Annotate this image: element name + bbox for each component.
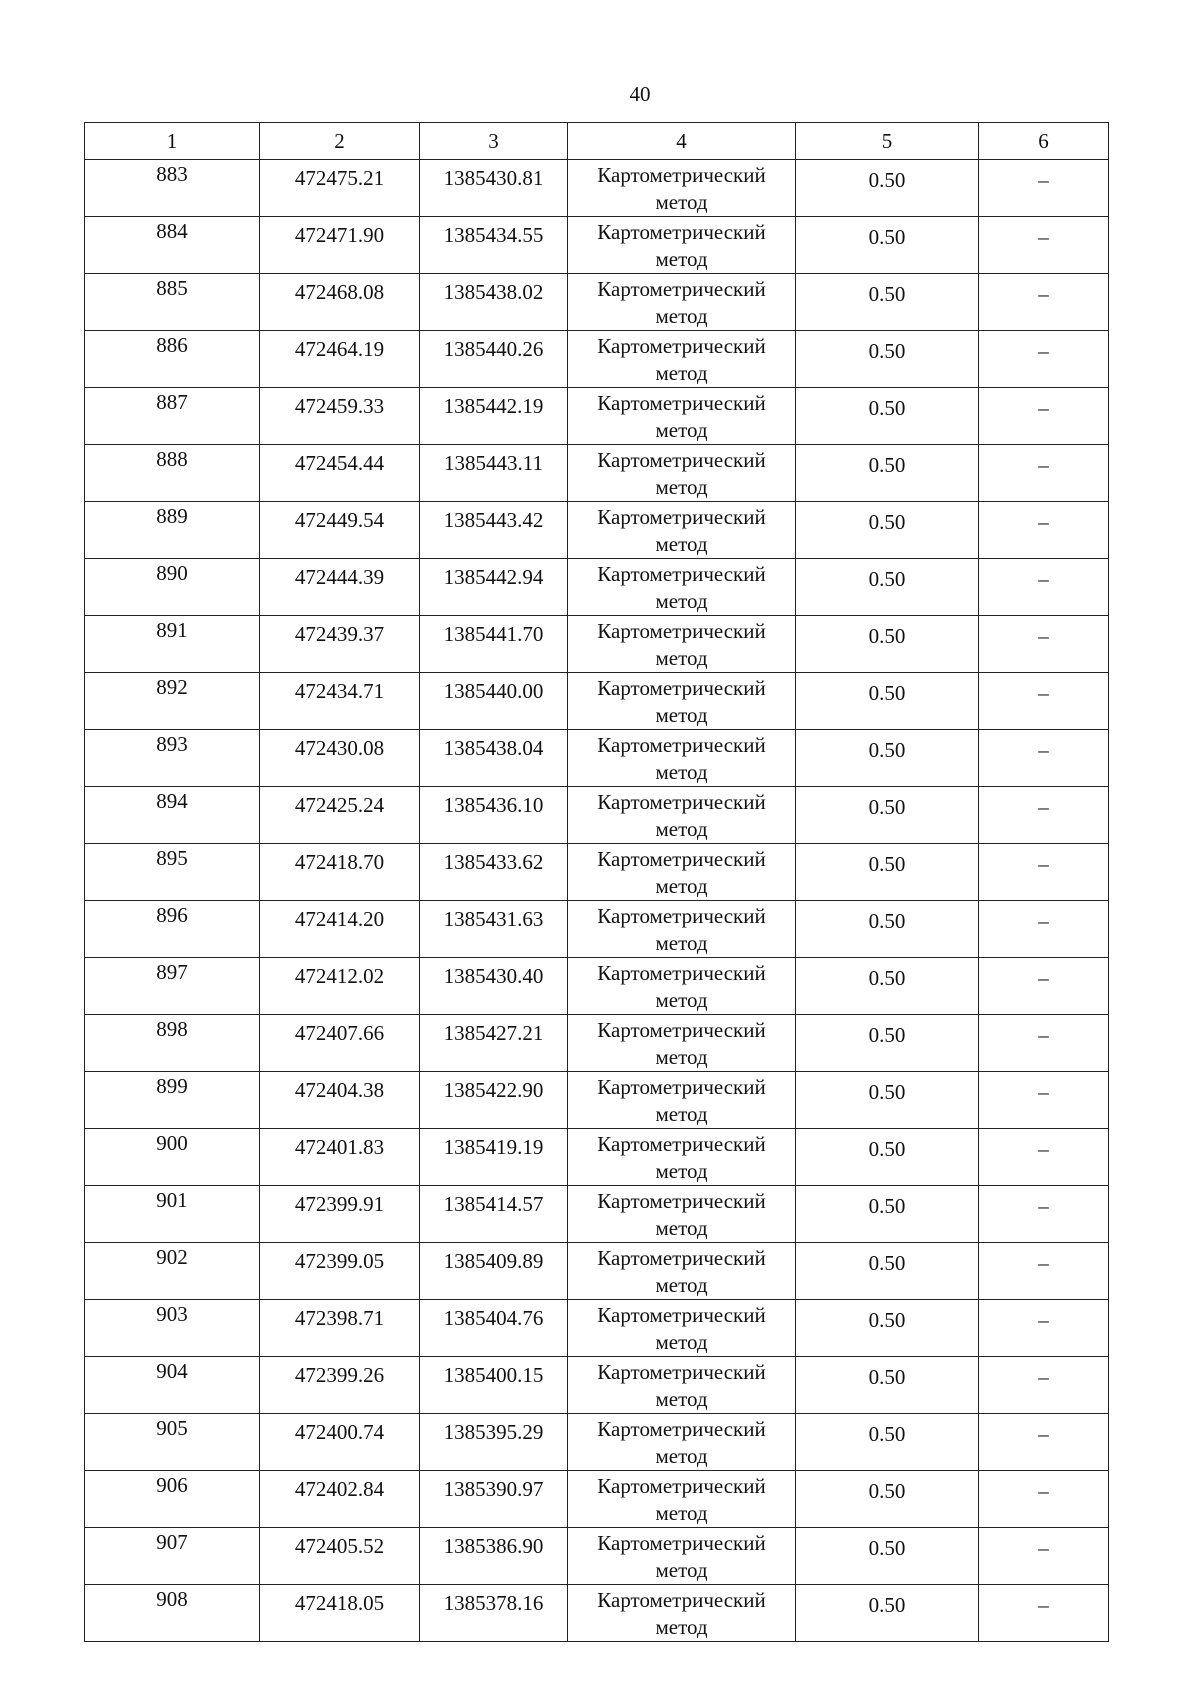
method-line-2: метод [655, 874, 708, 898]
x-coordinate-cell: 472449.54 [260, 502, 420, 559]
y-coordinate-cell: 1385438.04 [420, 730, 568, 787]
method-line-2: метод [655, 817, 708, 841]
method-line-2: метод [655, 1159, 708, 1183]
point-number-cell: 906 [85, 1471, 260, 1528]
method-cell [568, 730, 796, 787]
point-number-cell: 901 [85, 1186, 260, 1243]
point-number-cell: 905 [85, 1414, 260, 1471]
table-row [85, 217, 1109, 274]
accuracy-cell: 0.50 [796, 1357, 979, 1414]
accuracy-cell: 0.50 [796, 502, 979, 559]
x-coordinate-cell: 472430.08 [260, 730, 420, 787]
point-number-cell: 891 [85, 616, 260, 673]
method-line-1: Картометрический [597, 1474, 766, 1498]
method-cell [568, 1414, 796, 1471]
x-coordinate-cell: 472404.38 [260, 1072, 420, 1129]
accuracy-cell: 0.50 [796, 901, 979, 958]
coordinates-table-container [84, 122, 1109, 1642]
method-line-2: метод [655, 1045, 708, 1069]
note-cell: – [979, 844, 1109, 901]
method-line-1: Картометрический [597, 1075, 766, 1099]
note-cell: – [979, 1186, 1109, 1243]
method-line-2: метод [655, 589, 708, 613]
accuracy-cell: 0.50 [796, 1414, 979, 1471]
y-coordinate-cell: 1385442.94 [420, 559, 568, 616]
accuracy-cell: 0.50 [796, 217, 979, 274]
method-cell [568, 388, 796, 445]
note-cell: – [979, 616, 1109, 673]
page-number: 40 [629, 82, 651, 106]
note-cell: – [979, 445, 1109, 502]
method-cell [568, 901, 796, 958]
note-cell: – [979, 217, 1109, 274]
method-line-1: Картометрический [597, 1588, 766, 1612]
note-cell: – [979, 787, 1109, 844]
point-number-cell: 895 [85, 844, 260, 901]
method-line-2: метод [655, 361, 708, 385]
method-line-1: Картометрический [597, 676, 766, 700]
table-row [85, 1414, 1109, 1471]
method-line-1: Картометрический [597, 448, 766, 472]
method-line-1: Картометрический [597, 391, 766, 415]
y-coordinate-cell: 1385442.19 [420, 388, 568, 445]
y-coordinate-cell: 1385443.11 [420, 445, 568, 502]
note-cell: – [979, 559, 1109, 616]
accuracy-cell: 0.50 [796, 274, 979, 331]
x-coordinate-cell: 472405.52 [260, 1528, 420, 1585]
y-coordinate-cell: 1385430.40 [420, 958, 568, 1015]
point-number-cell: 894 [85, 787, 260, 844]
table-row [85, 616, 1109, 673]
method-line-2: метод [655, 475, 708, 499]
x-coordinate-cell: 472468.08 [260, 274, 420, 331]
method-cell [568, 1300, 796, 1357]
accuracy-cell: 0.50 [796, 1015, 979, 1072]
x-coordinate-cell: 472425.24 [260, 787, 420, 844]
accuracy-cell: 0.50 [796, 1186, 979, 1243]
accuracy-cell: 0.50 [796, 958, 979, 1015]
y-coordinate-cell: 1385434.55 [420, 217, 568, 274]
point-number-cell: 900 [85, 1129, 260, 1186]
coordinates-table [84, 122, 1109, 1642]
method-cell [568, 502, 796, 559]
note-cell: – [979, 331, 1109, 388]
method-line-2: метод [655, 703, 708, 727]
method-line-1: Картометрический [597, 163, 766, 187]
point-number-cell: 887 [85, 388, 260, 445]
y-coordinate-cell: 1385440.26 [420, 331, 568, 388]
y-coordinate-cell: 1385431.63 [420, 901, 568, 958]
method-line-2: метод [655, 1387, 708, 1411]
method-cell [568, 787, 796, 844]
y-coordinate-cell: 1385441.70 [420, 616, 568, 673]
accuracy-cell: 0.50 [796, 1243, 979, 1300]
x-coordinate-cell: 472439.37 [260, 616, 420, 673]
header-col-2: 2 [260, 123, 420, 160]
method-cell [568, 1471, 796, 1528]
y-coordinate-cell: 1385409.89 [420, 1243, 568, 1300]
method-line-2: метод [655, 760, 708, 784]
y-coordinate-cell: 1385433.62 [420, 844, 568, 901]
note-cell: – [979, 673, 1109, 730]
y-coordinate-cell: 1385378.16 [420, 1585, 568, 1642]
method-line-2: метод [655, 247, 708, 271]
method-line-2: метод [655, 190, 708, 214]
table-row [85, 1186, 1109, 1243]
x-coordinate-cell: 472475.21 [260, 160, 420, 217]
y-coordinate-cell: 1385414.57 [420, 1186, 568, 1243]
method-line-1: Картометрический [597, 904, 766, 928]
note-cell: – [979, 1015, 1109, 1072]
method-cell [568, 844, 796, 901]
x-coordinate-cell: 472399.91 [260, 1186, 420, 1243]
accuracy-cell: 0.50 [796, 616, 979, 673]
method-cell [568, 160, 796, 217]
method-line-1: Картометрический [597, 1303, 766, 1327]
y-coordinate-cell: 1385386.90 [420, 1528, 568, 1585]
point-number-cell: 902 [85, 1243, 260, 1300]
method-line-2: метод [655, 1444, 708, 1468]
accuracy-cell: 0.50 [796, 1585, 979, 1642]
table-row [85, 1528, 1109, 1585]
x-coordinate-cell: 472459.33 [260, 388, 420, 445]
table-row [85, 160, 1109, 217]
accuracy-cell: 0.50 [796, 388, 979, 445]
table-row [85, 559, 1109, 616]
x-coordinate-cell: 472398.71 [260, 1300, 420, 1357]
method-line-1: Картометрический [597, 562, 766, 586]
table-row [85, 958, 1109, 1015]
x-coordinate-cell: 472399.05 [260, 1243, 420, 1300]
method-line-2: метод [655, 646, 708, 670]
x-coordinate-cell: 472444.39 [260, 559, 420, 616]
note-cell: – [979, 1072, 1109, 1129]
note-cell: – [979, 901, 1109, 958]
method-line-1: Картометрический [597, 961, 766, 985]
method-cell [568, 331, 796, 388]
table-row [85, 1357, 1109, 1414]
table-row [85, 901, 1109, 958]
table-row [85, 1015, 1109, 1072]
point-number-cell: 896 [85, 901, 260, 958]
method-cell [568, 1528, 796, 1585]
method-line-2: метод [655, 418, 708, 442]
x-coordinate-cell: 472434.71 [260, 673, 420, 730]
point-number-cell: 884 [85, 217, 260, 274]
point-number-cell: 897 [85, 958, 260, 1015]
method-cell [568, 1186, 796, 1243]
method-cell [568, 559, 796, 616]
note-cell: – [979, 160, 1109, 217]
point-number-cell: 899 [85, 1072, 260, 1129]
method-line-2: метод [655, 931, 708, 955]
accuracy-cell: 0.50 [796, 787, 979, 844]
method-line-1: Картометрический [597, 1417, 766, 1441]
x-coordinate-cell: 472418.05 [260, 1585, 420, 1642]
method-line-1: Картометрический [597, 847, 766, 871]
point-number-cell: 892 [85, 673, 260, 730]
point-number-cell: 886 [85, 331, 260, 388]
accuracy-cell: 0.50 [796, 1072, 979, 1129]
table-row [85, 331, 1109, 388]
point-number-cell: 898 [85, 1015, 260, 1072]
method-line-1: Картометрический [597, 220, 766, 244]
y-coordinate-cell: 1385436.10 [420, 787, 568, 844]
header-col-4: 4 [568, 123, 796, 160]
note-cell: – [979, 1414, 1109, 1471]
x-coordinate-cell: 472454.44 [260, 445, 420, 502]
header-row [85, 123, 1109, 160]
note-cell: – [979, 388, 1109, 445]
method-cell [568, 1129, 796, 1186]
table-row [85, 1471, 1109, 1528]
y-coordinate-cell: 1385422.90 [420, 1072, 568, 1129]
table-row [85, 388, 1109, 445]
point-number-cell: 889 [85, 502, 260, 559]
x-coordinate-cell: 472418.70 [260, 844, 420, 901]
table-row [85, 274, 1109, 331]
method-cell [568, 958, 796, 1015]
method-line-2: метод [655, 1615, 708, 1639]
point-number-cell: 903 [85, 1300, 260, 1357]
method-cell [568, 673, 796, 730]
method-line-2: метод [655, 1330, 708, 1354]
method-line-1: Картометрический [597, 505, 766, 529]
header-col-6: 6 [979, 123, 1109, 160]
accuracy-cell: 0.50 [796, 1300, 979, 1357]
table-header [85, 123, 1109, 160]
method-line-2: метод [655, 1558, 708, 1582]
point-number-cell: 883 [85, 160, 260, 217]
y-coordinate-cell: 1385419.19 [420, 1129, 568, 1186]
table-row [85, 787, 1109, 844]
method-cell [568, 445, 796, 502]
x-coordinate-cell: 472401.83 [260, 1129, 420, 1186]
accuracy-cell: 0.50 [796, 160, 979, 217]
method-line-1: Картометрический [597, 334, 766, 358]
method-cell [568, 1072, 796, 1129]
x-coordinate-cell: 472414.20 [260, 901, 420, 958]
y-coordinate-cell: 1385404.76 [420, 1300, 568, 1357]
point-number-cell: 908 [85, 1585, 260, 1642]
note-cell: – [979, 1357, 1109, 1414]
y-coordinate-cell: 1385400.15 [420, 1357, 568, 1414]
x-coordinate-cell: 472407.66 [260, 1015, 420, 1072]
point-number-cell: 890 [85, 559, 260, 616]
accuracy-cell: 0.50 [796, 1528, 979, 1585]
point-number-cell: 907 [85, 1528, 260, 1585]
method-line-2: метод [655, 1102, 708, 1126]
y-coordinate-cell: 1385438.02 [420, 274, 568, 331]
x-coordinate-cell: 472400.74 [260, 1414, 420, 1471]
point-number-cell: 904 [85, 1357, 260, 1414]
method-line-1: Картометрический [597, 1360, 766, 1384]
y-coordinate-cell: 1385395.29 [420, 1414, 568, 1471]
method-cell [568, 1585, 796, 1642]
note-cell: – [979, 958, 1109, 1015]
method-line-2: метод [655, 1216, 708, 1240]
y-coordinate-cell: 1385427.21 [420, 1015, 568, 1072]
note-cell: – [979, 274, 1109, 331]
method-line-2: метод [655, 532, 708, 556]
method-line-1: Картометрический [597, 1132, 766, 1156]
table-row [85, 1129, 1109, 1186]
method-line-2: метод [655, 988, 708, 1012]
note-cell: – [979, 1129, 1109, 1186]
header-col-3: 3 [420, 123, 568, 160]
accuracy-cell: 0.50 [796, 1129, 979, 1186]
table-body [85, 160, 1109, 1642]
y-coordinate-cell: 1385440.00 [420, 673, 568, 730]
point-number-cell: 885 [85, 274, 260, 331]
method-line-1: Картометрический [597, 1246, 766, 1270]
table-row [85, 1072, 1109, 1129]
accuracy-cell: 0.50 [796, 445, 979, 502]
y-coordinate-cell: 1385430.81 [420, 160, 568, 217]
method-line-2: метод [655, 304, 708, 328]
point-number-cell: 888 [85, 445, 260, 502]
method-line-1: Картометрический [597, 790, 766, 814]
y-coordinate-cell: 1385390.97 [420, 1471, 568, 1528]
accuracy-cell: 0.50 [796, 1471, 979, 1528]
method-line-1: Картометрический [597, 733, 766, 757]
method-cell [568, 616, 796, 673]
table-row [85, 502, 1109, 559]
note-cell: – [979, 730, 1109, 787]
point-number-cell: 893 [85, 730, 260, 787]
method-cell [568, 1357, 796, 1414]
method-line-1: Картометрический [597, 619, 766, 643]
note-cell: – [979, 1528, 1109, 1585]
accuracy-cell: 0.50 [796, 844, 979, 901]
header-col-5: 5 [796, 123, 979, 160]
method-line-1: Картометрический [597, 1018, 766, 1042]
table-row [85, 844, 1109, 901]
table-row [85, 1300, 1109, 1357]
x-coordinate-cell: 472471.90 [260, 217, 420, 274]
table-row [85, 1585, 1109, 1642]
method-cell [568, 217, 796, 274]
accuracy-cell: 0.50 [796, 559, 979, 616]
accuracy-cell: 0.50 [796, 331, 979, 388]
table-row [85, 730, 1109, 787]
table-row [85, 1243, 1109, 1300]
x-coordinate-cell: 472402.84 [260, 1471, 420, 1528]
table-row [85, 445, 1109, 502]
method-cell [568, 1015, 796, 1072]
method-line-1: Картометрический [597, 1531, 766, 1555]
note-cell: – [979, 502, 1109, 559]
accuracy-cell: 0.50 [796, 673, 979, 730]
method-cell [568, 274, 796, 331]
method-line-2: метод [655, 1501, 708, 1525]
note-cell: – [979, 1243, 1109, 1300]
method-line-1: Картометрический [597, 277, 766, 301]
y-coordinate-cell: 1385443.42 [420, 502, 568, 559]
accuracy-cell: 0.50 [796, 730, 979, 787]
method-line-1: Картометрический [597, 1189, 766, 1213]
x-coordinate-cell: 472412.02 [260, 958, 420, 1015]
table-row [85, 673, 1109, 730]
method-line-2: метод [655, 1273, 708, 1297]
header-col-1: 1 [85, 123, 260, 160]
note-cell: – [979, 1471, 1109, 1528]
x-coordinate-cell: 472399.26 [260, 1357, 420, 1414]
note-cell: – [979, 1300, 1109, 1357]
x-coordinate-cell: 472464.19 [260, 331, 420, 388]
note-cell: – [979, 1585, 1109, 1642]
method-cell [568, 1243, 796, 1300]
